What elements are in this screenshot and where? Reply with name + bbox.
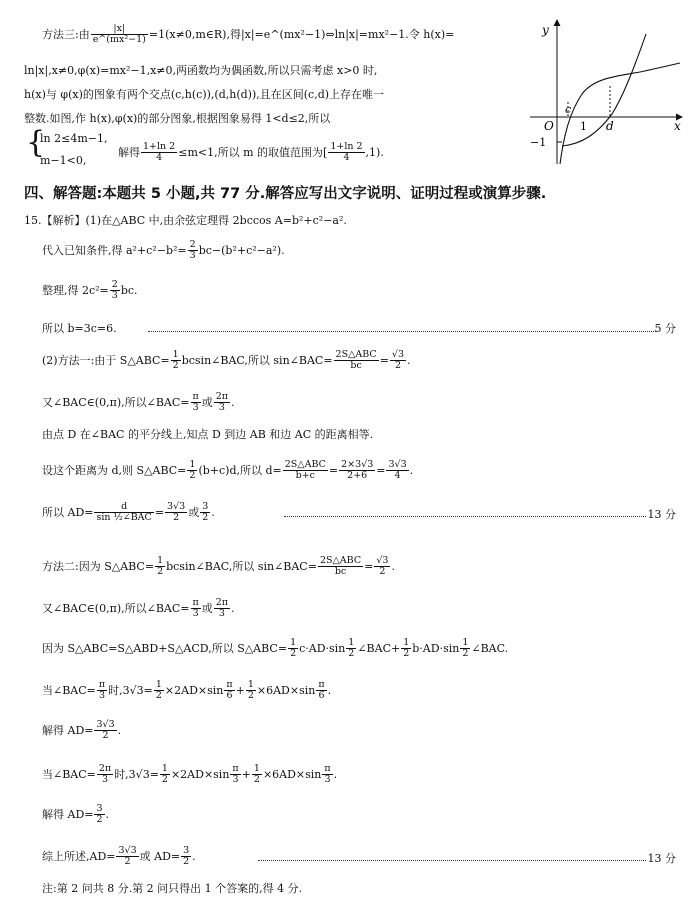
fraction: $\frac{1}{2}$ [348, 637, 355, 660]
system-brace: { [26, 125, 46, 160]
d-label: d [606, 119, 614, 133]
fraction: $\frac{2\pi}{3}$ [215, 597, 229, 620]
fraction: $\frac{1+\ln 2}{4}$ [330, 141, 363, 164]
fraction: $\frac{3√3}{4}$ [388, 459, 407, 482]
section-heading: 四、解答题:本题共 5 小题,共 77 分.解答应写出文字说明、证明过程或演算步骤. [24, 186, 547, 202]
dotted-leader [148, 331, 656, 332]
fraction: $\frac{3}{2}$ [202, 501, 209, 524]
q15-line-4: 所以 b=3c=6. [42, 322, 117, 335]
dotted-leader [284, 516, 646, 517]
fraction: $\frac{1+\ln 2}{4}$ [143, 141, 176, 164]
method3-line-5: 解得 $\frac{1+\ln 2}{4}$ ≤m<1,所以 m 的取值范围为[ $\frac{1+\ln 2}{4}$ ,1). [118, 141, 384, 164]
fraction: $\frac{\pi}{3}$ [232, 763, 239, 786]
system-eq-1: ln 2≤4m−1, [40, 132, 108, 145]
fraction: $\frac{\pi}{3}$ [98, 679, 106, 702]
fraction: $\frac{\text{2S△ABC}}{b+c}$ [284, 459, 326, 482]
fraction: $\frac{3√3}{2}$ [167, 501, 186, 524]
fraction: $\frac{d}{\text{sin ½∠BAC}}$ [96, 501, 152, 524]
m2-line-6: 当∠BAC= $\frac{2\pi}{3}$ 时,3√3= $\frac{1}{2}$ ×2AD×sin $\frac{\pi}{3}$ + $\frac{1}{2}$ ×6AD×sin $\frac{\pi}{3}$ . [42, 763, 338, 786]
origin-label: O [544, 119, 554, 133]
m2-line-7: 解得 AD= $\frac{3}{2}$ . [42, 803, 110, 826]
fraction: $\frac{3√3}{2}$ [96, 719, 115, 742]
fraction: $\frac{3}{2}$ [183, 845, 190, 868]
fraction: $\frac{\pi}{6}$ [226, 679, 233, 702]
method3-line-1: 方法三:由 $\frac{|x|}{\text{e\textasciicircum{}(mx²−1)}}$ =1(x≠0,m∈R),得|x|=e^(mx²−1)⇔ln|x|=mx²−1.令 h(x)= [42, 23, 455, 46]
fraction: $\frac{3√3}{2}$ [118, 845, 137, 868]
fraction: $\frac{2}{3}$ [111, 279, 118, 302]
method3-line-2: ln|x|,x≠0,φ(x)=mx²−1,x≠0,两函数均为偶函数,所以只需考虑 x>0 时, [24, 64, 378, 77]
phi-curve [562, 34, 646, 146]
neg1-label: −1 [530, 136, 547, 149]
fraction: $\frac{3}{2}$ [96, 803, 103, 826]
fraction: $\frac{\pi}{3}$ [324, 763, 331, 786]
score-13: 13 分 [647, 508, 676, 521]
q15-line-1: 15.【解析】(1)在△ABC 中,由余弦定理得 2bccos A=b²+c²−a². [24, 214, 347, 227]
fraction: $\frac{1}{2}$ [189, 459, 196, 482]
fraction: $\frac{\pi}{6}$ [318, 679, 325, 702]
m2-line-4: 当∠BAC= $\frac{\pi}{3}$ 时,3√3= $\frac{1}{2}$ ×2AD×sin $\frac{\pi}{6}$ + $\frac{1}{2}$ ×6AD×sin $\frac{\pi}{6}$ . [42, 679, 332, 702]
q15-line-8: 设这个距离为 d,则 S△ABC= $\frac{1}{2}$ (b+c)d,所以 d= $\frac{\text{2S△ABC}}{b+c}$ = $\frac{2\times 3√3}{2+6}$ = $\frac{3√3}{4}$ . [42, 459, 414, 482]
fraction: $\frac{1}{2}$ [403, 637, 410, 660]
fraction: $\frac{\text{2S△ABC}}{bc}$ [335, 349, 377, 372]
fraction: $\frac{1}{2}$ [247, 679, 254, 702]
fraction: $\frac{1}{2}$ [157, 555, 164, 578]
m2-line-3: 因为 S△ABC=S△ABD+S△ACD,所以 S△ABC= $\frac{1}{2}$ c·AD·sin $\frac{1}{2}$ ∠BAC+ $\frac{1}{2}$ b·AD·sin $\frac{1}{2}$ ∠BAC. [42, 637, 509, 660]
fraction: $\frac{|x|}{\text{e\textasciicircum{}(mx²−1)}}$ [92, 23, 146, 46]
fraction: $\frac{1}{2}$ [161, 763, 168, 786]
one-label: 1 [580, 120, 587, 133]
fraction: $\frac{√3}{2}$ [391, 349, 405, 372]
score-13-final: 13 分 [647, 852, 676, 865]
fraction: $\frac{1}{2}$ [290, 637, 297, 660]
m2-line-8: 综上所述,AD= $\frac{3√3}{2}$ 或 AD= $\frac{3}{2}$ . [42, 845, 196, 868]
fraction: $\frac{√3}{2}$ [376, 555, 389, 578]
function-graph [522, 14, 688, 174]
fraction: $\frac{2}{3}$ [189, 239, 196, 262]
fraction: $\frac{1}{2}$ [253, 763, 260, 786]
fraction: $\frac{\text{2S△ABC}}{bc}$ [319, 555, 362, 578]
fraction: $\frac{\pi}{3}$ [192, 391, 199, 414]
q15-line-5: (2)方法一:由于 S△ABC= $\frac{1}{2}$ bcsin∠BAC,所以 sin∠BAC= $\frac{\text{2S△ABC}}{bc}$ = $\frac{√3}{2}$ . [42, 349, 411, 372]
fraction: $\frac{2\times 3√3}{2+6}$ [341, 459, 374, 482]
q15-line-6: 又∠BAC∈(0,π),所以∠BAC= $\frac{\pi}{3}$ 或 $\frac{2\pi}{3}$ . [42, 391, 235, 414]
x-label: x [674, 119, 681, 133]
fraction: $\frac{1}{2}$ [172, 349, 179, 372]
fraction: $\frac{2\pi}{3}$ [98, 763, 112, 786]
m2-line-2: 又∠BAC∈(0,π),所以∠BAC= $\frac{\pi}{3}$ 或 $\frac{2\pi}{3}$ . [42, 597, 235, 620]
fraction: $\frac{1}{2}$ [155, 679, 162, 702]
m2-line-5: 解得 AD= $\frac{3√3}{2}$ . [42, 719, 122, 742]
q15-line-2: 代入已知条件,得 a²+c²−b²= $\frac{2}{3}$ bc−(b²+c²−a²). [42, 239, 285, 262]
q15-line-7: 由点 D 在∠BAC 的平分线上,知点 D 到边 AB 和边 AC 的距离相等. [42, 428, 374, 441]
dotted-leader [258, 860, 646, 861]
m2-line-1: 方法二:因为 S△ABC= $\frac{1}{2}$ bcsin∠BAC,所以 sin∠BAC= $\frac{\text{2S△ABC}}{bc}$ = $\frac{√3}{2}$ . [42, 555, 395, 578]
note-line: 注:第 2 问共 8 分.第 2 问只得出 1 个答案的,得 4 分. [42, 882, 303, 895]
fraction: $\frac{1}{2}$ [462, 637, 469, 660]
method3-line-3: h(x)与 φ(x)的图象有两个交点(c,h(c)),(d,h(d)),且在区间(c,d)上存在唯一 [24, 88, 385, 101]
system-eq-2: m−1<0, [40, 154, 87, 167]
fraction: $\frac{2\pi}{3}$ [215, 391, 229, 414]
q15-line-9: 所以 AD= $\frac{d}{\text{sin ½∠BAC}}$ = $\frac{3√3}{2}$ 或 $\frac{3}{2}$ . [42, 501, 215, 524]
method3-line-4: 整数.如图,作 h(x),φ(x)的部分图象,根据图象易得 1<d≤2,所以 [24, 112, 331, 125]
score-5: 5 分 [654, 322, 676, 335]
c-label: c [565, 103, 572, 116]
h-curve [560, 63, 680, 164]
fraction: $\frac{\pi}{3}$ [192, 597, 199, 620]
q15-line-3: 整理,得 2c²= $\frac{2}{3}$ bc. [42, 279, 138, 302]
y-label: y [542, 23, 549, 37]
